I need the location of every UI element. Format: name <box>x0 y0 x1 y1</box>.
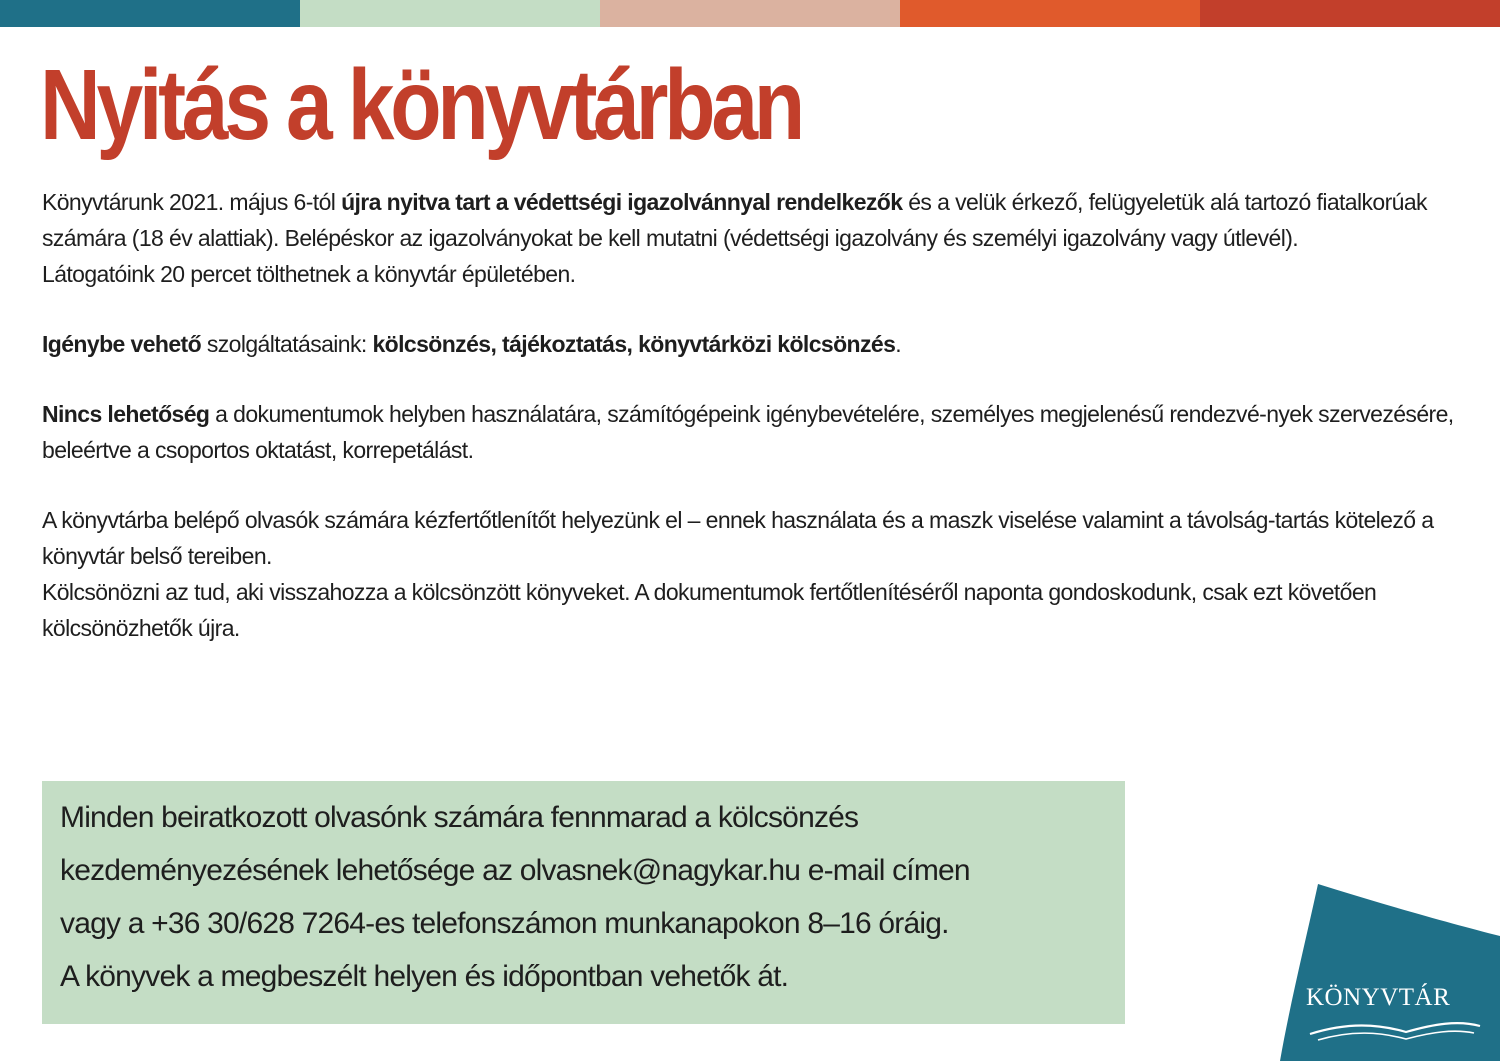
logo-text: KÖNYVTÁR <box>1306 984 1451 1011</box>
services-end: . <box>895 331 902 357</box>
restrictions-bold-label: Nincs lehetőség <box>42 401 210 427</box>
contact-line-4: A könyvek a megbeszélt helyen és időpontban vehetők át. <box>60 960 789 993</box>
intro-bold: újra nyitva tart a védettségi igazolvánnyal rendelkezők <box>341 189 903 215</box>
contact-info-box <box>42 781 1125 1024</box>
return-paragraph: Kölcsönözni az tud, aki visszahozza a kölcsönzött könyveket. A dokumentumok fertőtlenítéséről naponta gondoskodunk, csak ezt követően kölcsönözhetők újra. <box>42 579 1377 641</box>
contact-line-3: vagy a +36 30/628 7264-es telefonszámon munkanapokon 8–16 óráig. <box>60 907 949 940</box>
page-title: Nyitás a könyvtárban <box>40 49 802 161</box>
library-logo <box>1248 884 1500 1061</box>
visit-duration-paragraph: Látogatóink 20 percet tölthetnek a könyvtár épületében. <box>42 261 576 287</box>
restrictions-text: a dokumentumok helyben használatára, számítógépeink igénybevételére, személyes megjelenésű rendezvé-nyek szervezésére, beleértve a csoportos oktatást, korrepetálást. <box>42 401 1454 463</box>
stripe-orange <box>900 0 1200 27</box>
top-color-stripes <box>0 0 1500 27</box>
intro-text-2: és a velük érkező, felügyeletük alá tartozó fiatalkorúak számára (18 év alattiak). Belépéskor az igazolványokat be kell mutatni (védettségi igazolvány és személyi igazolvány vagy útlevél). <box>42 189 1427 251</box>
services-list: kölcsönzés, tájékoztatás, könyvtárközi kölcsönzés <box>372 331 896 357</box>
stripe-teal <box>0 0 300 27</box>
hygiene-paragraph: A könyvtárba belépő olvasók számára kézfertőtlenítőt helyezünk el – ennek használata és a maszk viselése valamint a távolság-tartás kötelező a könyvtár belső tereiben. <box>42 507 1434 569</box>
contact-line-1: Minden beiratkozott olvasónk számára fennmarad a kölcsönzés <box>60 801 859 834</box>
intro-text-1: Könyvtárunk 2021. május 6-tól <box>42 189 342 215</box>
stripe-peach <box>600 0 900 27</box>
services-bold-label: Igénybe vehető <box>42 331 202 357</box>
services-text: szolgáltatásaink: <box>201 331 373 357</box>
restrictions-paragraph <box>42 396 1472 468</box>
notice-body <box>42 184 1472 646</box>
intro-paragraph <box>42 184 1472 256</box>
stripe-mint <box>300 0 600 27</box>
contact-line-2: kezdeményezésének lehetősége az olvasnek@nagykar.hu e-mail címen <box>60 854 970 887</box>
stripe-red <box>1200 0 1500 27</box>
book-logo-icon <box>1248 884 1500 1061</box>
services-paragraph <box>42 326 1472 362</box>
